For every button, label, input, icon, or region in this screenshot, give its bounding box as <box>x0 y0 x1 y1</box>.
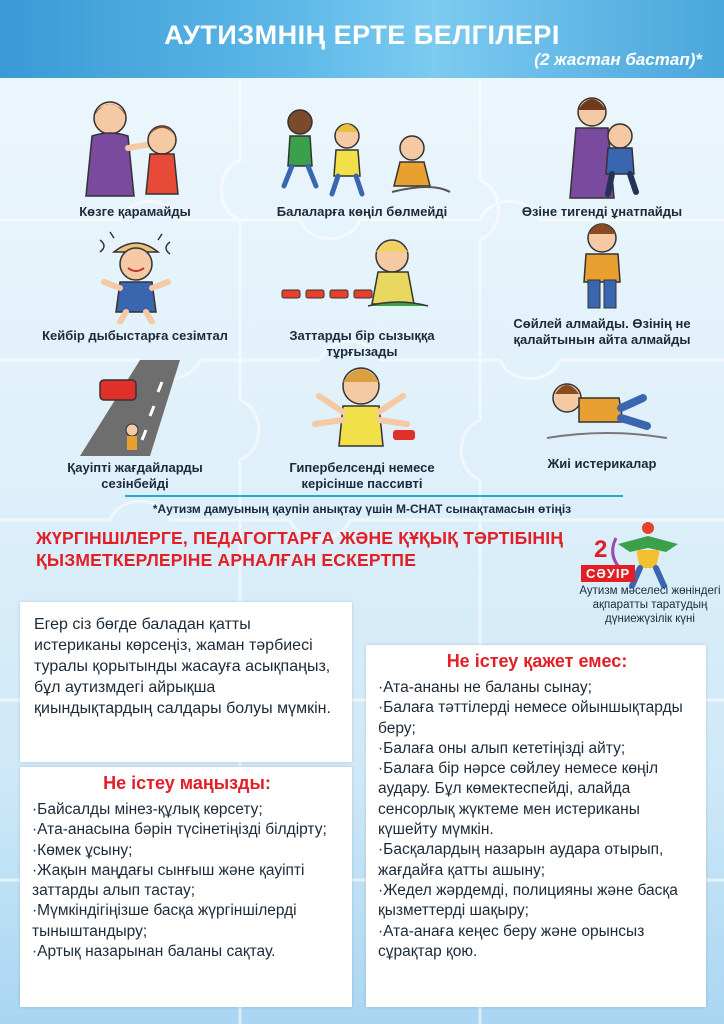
road-danger-illustration <box>70 360 200 456</box>
crying-baby-illustration <box>70 228 200 324</box>
sign-card <box>502 368 702 472</box>
sign-label: Кейбір дыбыстарға сезімтал <box>42 328 228 343</box>
badge-caption: Аутизм мәселесі жөніндегі ақпаратты таратудың дүниежүзілік күні <box>579 585 721 625</box>
silent-child-illustration <box>552 220 652 312</box>
sign-label: Сөйлей алмайды. Өзінің не қалайтынын айта алмайды <box>513 316 691 347</box>
list-item: ·Ата-анасына бәрін түсінетіңізді білдірту; <box>32 821 327 839</box>
important-heading: Не істеу маңызды: <box>103 773 271 793</box>
sign-label: Заттарды бір сызыққа тұрғызады <box>289 328 435 359</box>
list-item: ·Басқалардың назарын аудара отырып, жағдайға қатты ашыну; <box>378 841 664 879</box>
sign-card <box>262 100 462 220</box>
intro-card: Егер сіз бөгде баладан қатты истериканы көрсеңіз, жаман тәрбиесі туралы қорытынды жасауға асықпаңыз, бұл аутизмдегі айрықша қиындықтардың салдары болуы мүмкін. <box>20 602 352 762</box>
tantrum-child-illustration <box>537 368 667 452</box>
hyperactive-child-illustration <box>297 360 427 456</box>
sign-label: Гипербелсенді немесе керісінше пассивті <box>289 460 435 491</box>
page-subtitle: (2 жастан бастап)* <box>534 50 702 69</box>
sign-card <box>262 360 462 492</box>
badge-date-number: 2 <box>594 536 608 563</box>
sign-label: Өзіне тигенді ұнатпайды <box>521 204 683 219</box>
sign-label: Жиі истерикалар <box>547 456 657 471</box>
warning-heading: ЖҮРГІНШІЛЕРГЕ, ПЕДАГОГТАРҒА ЖӘНЕ ҚҰҚЫҚ ТӘРТІБІНІҢ ҚЫЗМЕТКЕРЛЕРІНЕ АРНАЛҒАН ЕСКЕРТПЕ <box>36 528 564 570</box>
list-item: ·Ата-анаға кеңес беру және орынсыз сұрақтар қою. <box>378 922 645 960</box>
footnote: *Аутизм дамуының қаупін анықтау үшін M-CHAT сынақтамасын өтіңіз <box>152 502 572 516</box>
list-item: ·Балаға бір нәрсе сөйлеу немесе көңіл аудару. Бұл көмектеспейді, алайда сенсорлық жүктеме мен истериканы күшейту мүмкін. <box>378 760 659 839</box>
list-item: ·Байсалды мінез-құлық көрсету; <box>32 801 263 818</box>
list-item: ·Балаға оны алып кететіңізді айту; <box>378 739 626 757</box>
toy-cars-line-illustration <box>272 234 452 324</box>
dont-heading: Не істеу қажет емес: <box>446 651 628 671</box>
important-card <box>20 767 352 1007</box>
list-item: ·Жедел жәрдемді, полицияны және басқа қызметтерді шақыру; <box>378 881 678 920</box>
sign-label: Балаларға көңіл бөлмейді <box>276 204 448 219</box>
list-item: ·Артық назарынан баланы сақтау. <box>32 943 276 961</box>
sign-card <box>502 92 702 220</box>
sign-card <box>262 234 462 360</box>
dont-card <box>366 645 706 1007</box>
page-title: АУТИЗМНІҢ ЕРТЕ БЕЛГІЛЕРІ <box>164 20 560 50</box>
list-item: ·Жақын маңдағы сынғыш және қауіпті заттарды алып тастау; <box>32 861 305 900</box>
list-item: ·Мүмкіндігіңізше басқа жүргіншілерді тыныштандыру; <box>32 902 297 940</box>
mother-child-illustration <box>70 92 200 200</box>
sign-label: Қауіпті жағдайларды сезінбейді <box>67 460 203 491</box>
sign-card <box>502 220 702 348</box>
dont-list <box>378 678 696 962</box>
sign-label: Көзге қарамайды <box>79 204 191 219</box>
autism-day-badge <box>576 518 724 646</box>
sign-card <box>40 92 230 220</box>
hug-resisting-illustration <box>542 92 662 200</box>
playing-children-illustration <box>272 100 452 200</box>
list-item: ·Ата-ананы не баланы сынау; <box>378 679 592 696</box>
important-list <box>32 800 342 962</box>
divider <box>125 495 623 497</box>
sign-card <box>40 228 230 344</box>
list-item: ·Көмек ұсыну; <box>32 841 133 859</box>
sign-card <box>40 360 230 492</box>
header-banner <box>0 0 724 78</box>
badge-month: СӘУІР <box>581 565 635 582</box>
list-item: ·Балаға тәттілерді немесе ойыншықтарды беру; <box>378 699 683 737</box>
